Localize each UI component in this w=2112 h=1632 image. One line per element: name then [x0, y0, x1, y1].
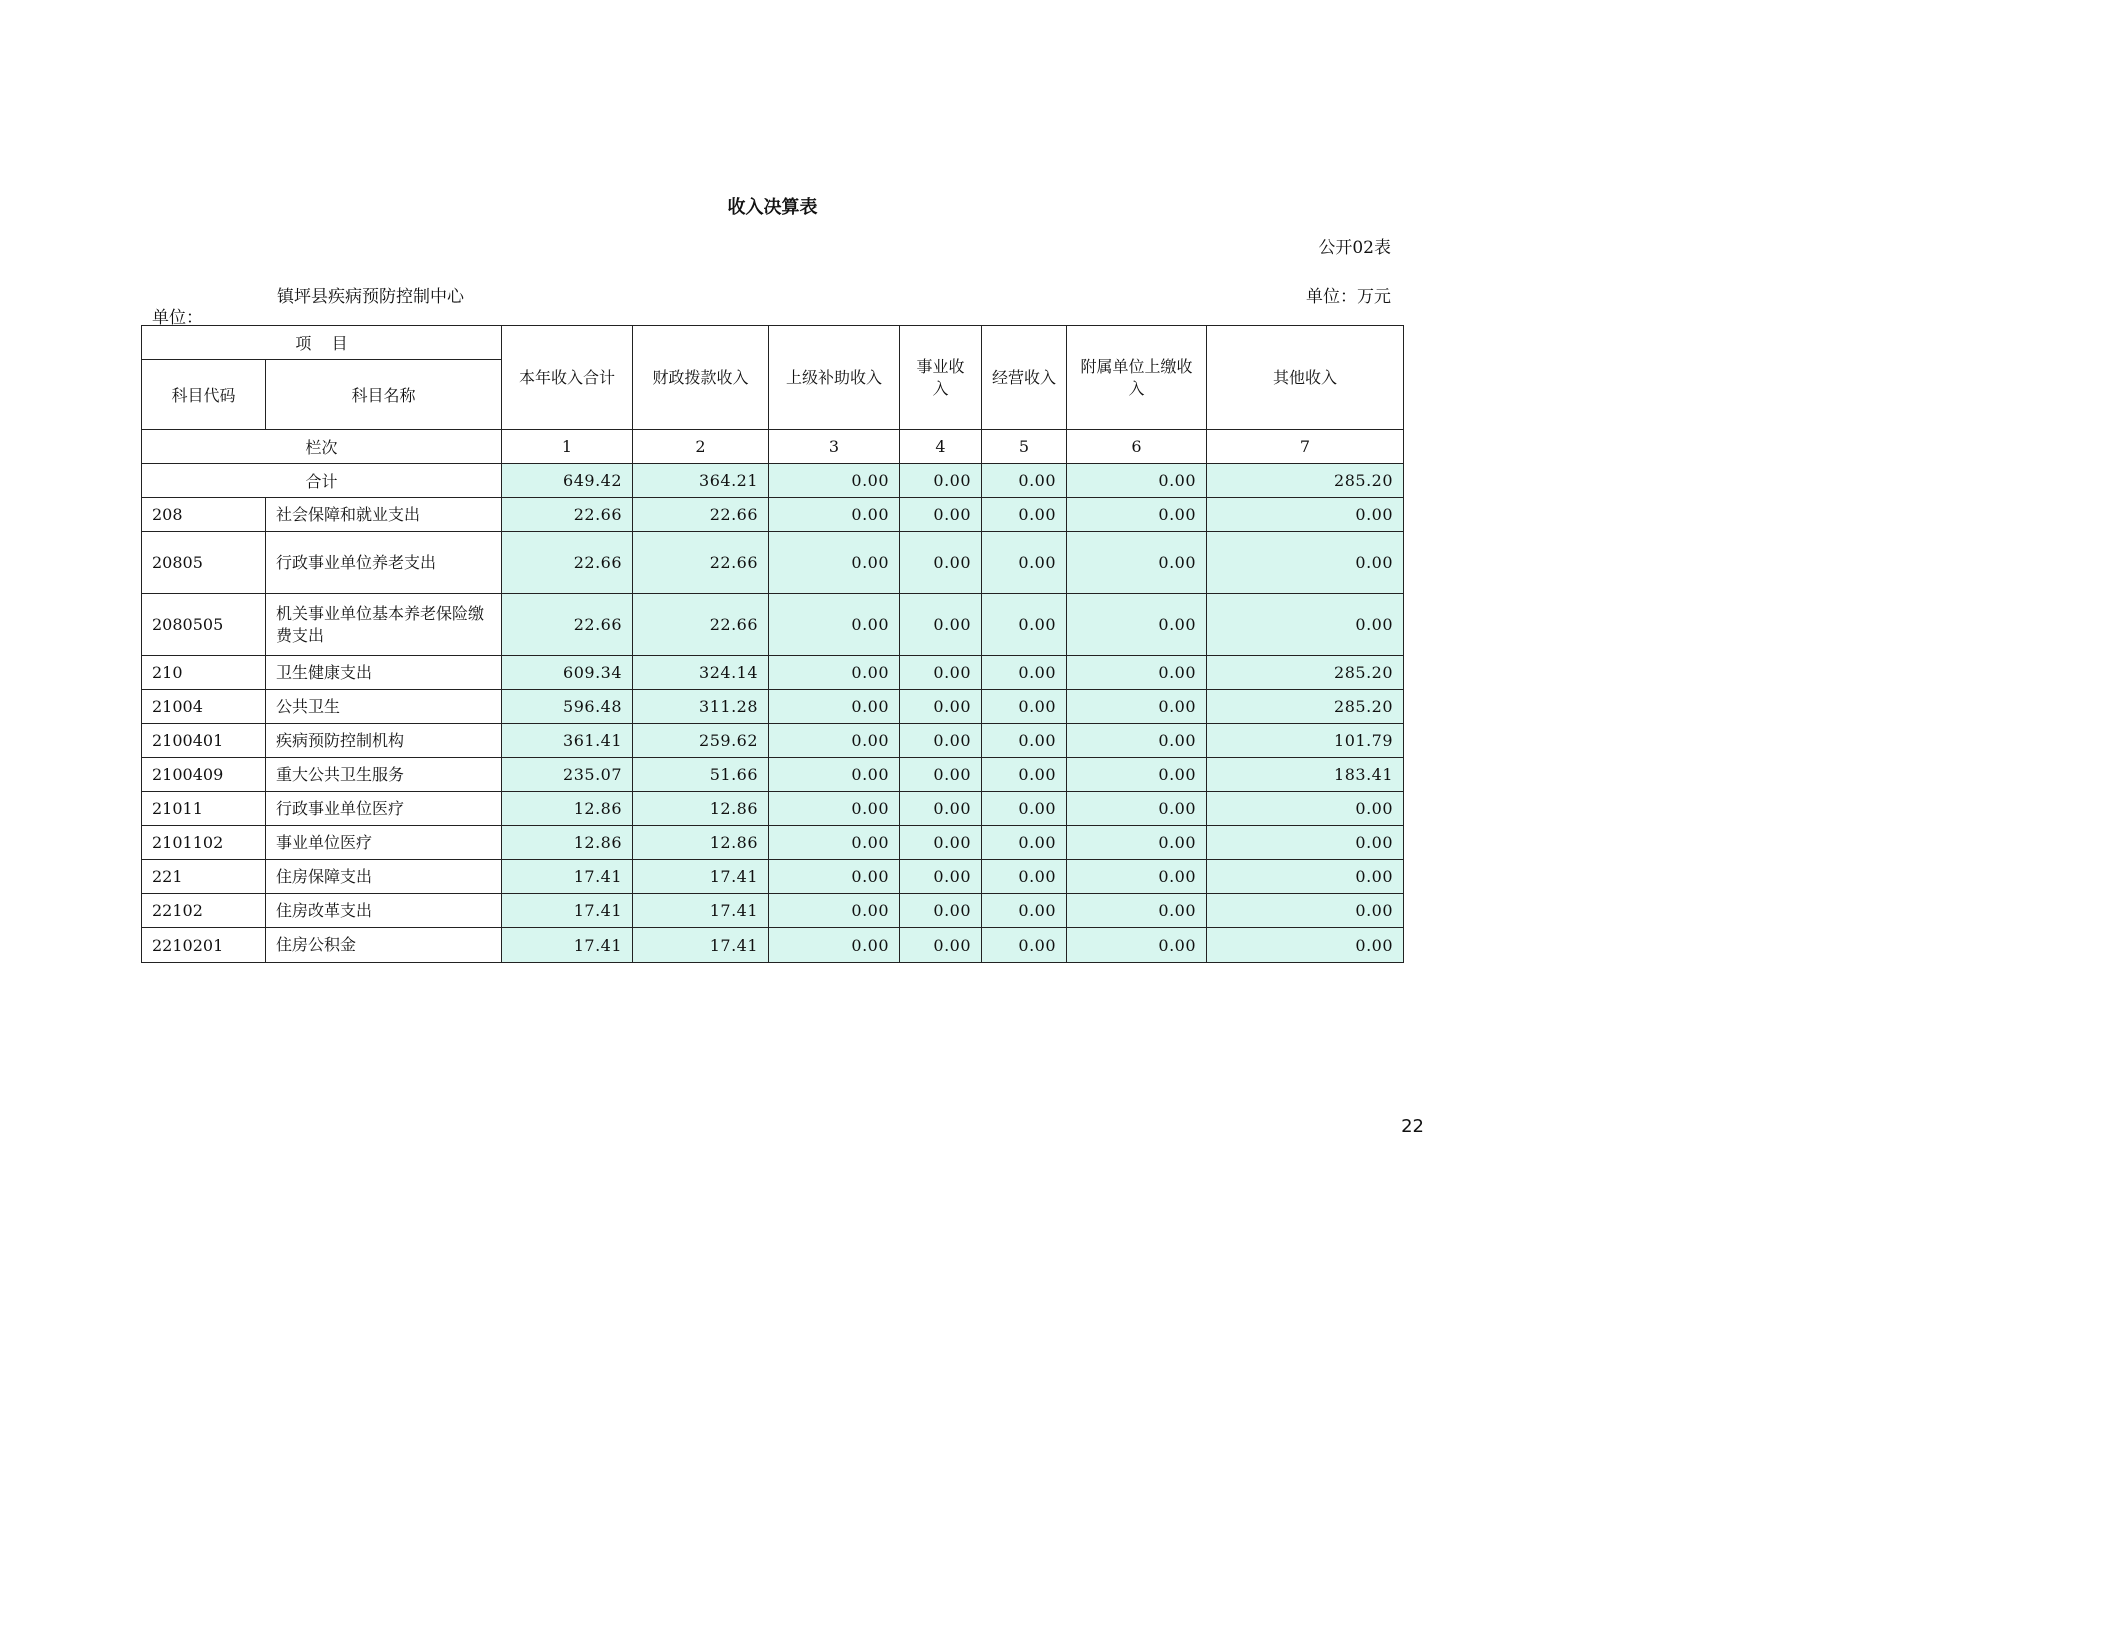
amount-cell: 22.66 — [502, 532, 633, 594]
total-value: 0.00 — [1067, 464, 1207, 498]
amount-cell: 0.00 — [982, 498, 1067, 532]
subject-name: 行政事业单位医疗 — [266, 792, 502, 826]
amount-cell: 0.00 — [1067, 758, 1207, 792]
subject-code: 2101102 — [142, 826, 266, 860]
form-number: 公开02表 — [1318, 238, 1391, 258]
amount-cell: 0.00 — [769, 758, 900, 792]
amount-cell: 0.00 — [900, 860, 982, 894]
column-index-row — [142, 430, 1404, 464]
amount-cell: 22.66 — [633, 594, 769, 656]
column-index-3: 3 — [769, 430, 900, 464]
amount-cell: 0.00 — [1067, 894, 1207, 928]
amount-cell: 324.14 — [633, 656, 769, 690]
amount-cell: 12.86 — [502, 792, 633, 826]
amount-cell: 0.00 — [982, 594, 1067, 656]
table-row — [142, 498, 1404, 532]
subject-name: 机关事业单位基本养老保险缴费支出 — [266, 594, 502, 656]
amount-cell: 0.00 — [1207, 498, 1404, 532]
amount-cell: 22.66 — [502, 498, 633, 532]
amount-cell: 0.00 — [769, 594, 900, 656]
table-row — [142, 860, 1404, 894]
amount-cell: 0.00 — [1207, 826, 1404, 860]
amount-cell: 0.00 — [769, 792, 900, 826]
amount-cell: 0.00 — [1067, 690, 1207, 724]
amount-cell: 0.00 — [769, 498, 900, 532]
table-row — [142, 792, 1404, 826]
table-row — [142, 928, 1404, 963]
amount-cell: 0.00 — [1207, 894, 1404, 928]
amount-cell: 12.86 — [633, 792, 769, 826]
unit-label: 单位： — [152, 308, 203, 328]
amount-cell: 0.00 — [1067, 826, 1207, 860]
amount-cell: 0.00 — [769, 928, 900, 963]
amount-cell: 0.00 — [900, 894, 982, 928]
total-value: 364.21 — [633, 464, 769, 498]
column-index-6: 6 — [1067, 430, 1207, 464]
amount-cell: 22.66 — [502, 594, 633, 656]
amount-cell: 0.00 — [982, 656, 1067, 690]
amount-cell: 51.66 — [633, 758, 769, 792]
table-row — [142, 532, 1404, 594]
column-index-5: 5 — [982, 430, 1067, 464]
amount-cell: 0.00 — [982, 758, 1067, 792]
column-index-7: 7 — [1207, 430, 1404, 464]
amount-cell: 596.48 — [502, 690, 633, 724]
amount-cell: 0.00 — [900, 928, 982, 963]
amount-cell: 0.00 — [900, 826, 982, 860]
header-project: 项 目 — [142, 326, 502, 360]
subject-name: 卫生健康支出 — [266, 656, 502, 690]
total-value: 0.00 — [769, 464, 900, 498]
amount-cell: 0.00 — [982, 860, 1067, 894]
subject-name: 行政事业单位养老支出 — [266, 532, 502, 594]
amount-cell: 183.41 — [1207, 758, 1404, 792]
amount-cell: 0.00 — [900, 758, 982, 792]
amount-cell: 17.41 — [633, 928, 769, 963]
total-row — [142, 464, 1404, 498]
column-index-2: 2 — [633, 430, 769, 464]
subject-name: 住房保障支出 — [266, 860, 502, 894]
amount-cell: 0.00 — [982, 792, 1067, 826]
amount-cell: 0.00 — [900, 724, 982, 758]
header-col3: 上级补助收入 — [769, 326, 900, 430]
total-value: 285.20 — [1207, 464, 1404, 498]
subject-name: 疾病预防控制机构 — [266, 724, 502, 758]
amount-cell: 0.00 — [1067, 656, 1207, 690]
amount-cell: 12.86 — [633, 826, 769, 860]
subject-code: 22102 — [142, 894, 266, 928]
column-index-label: 栏次 — [142, 430, 502, 464]
amount-cell: 0.00 — [982, 826, 1067, 860]
amount-cell: 17.41 — [502, 894, 633, 928]
amount-cell: 0.00 — [769, 826, 900, 860]
amount-cell: 259.62 — [633, 724, 769, 758]
subject-code: 2080505 — [142, 594, 266, 656]
header-col2: 财政拨款收入 — [633, 326, 769, 430]
amount-cell: 0.00 — [1207, 532, 1404, 594]
header-code: 科目代码 — [142, 360, 266, 430]
table-row — [142, 894, 1404, 928]
subject-code: 2100409 — [142, 758, 266, 792]
amount-cell: 0.00 — [769, 690, 900, 724]
amount-cell: 361.41 — [502, 724, 633, 758]
amount-cell: 22.66 — [633, 498, 769, 532]
amount-cell: 17.41 — [502, 860, 633, 894]
amount-cell: 0.00 — [900, 532, 982, 594]
column-index-1: 1 — [502, 430, 633, 464]
total-value: 0.00 — [900, 464, 982, 498]
unit-name: 镇坪县疾病预防控制中心 — [277, 287, 464, 307]
subject-name: 社会保障和就业支出 — [266, 498, 502, 532]
amount-cell: 0.00 — [1067, 724, 1207, 758]
subject-code: 221 — [142, 860, 266, 894]
amount-cell: 0.00 — [1067, 928, 1207, 963]
amount-cell: 0.00 — [1207, 594, 1404, 656]
amount-cell: 0.00 — [982, 532, 1067, 594]
column-index-4: 4 — [900, 430, 982, 464]
amount-cell: 0.00 — [982, 928, 1067, 963]
amount-cell: 17.41 — [633, 860, 769, 894]
table-row — [142, 758, 1404, 792]
table-row — [142, 656, 1404, 690]
amount-cell: 0.00 — [769, 532, 900, 594]
total-value: 0.00 — [982, 464, 1067, 498]
table-row — [142, 826, 1404, 860]
amount-cell: 17.41 — [502, 928, 633, 963]
page-title: 收入决算表 — [727, 197, 818, 218]
amount-cell: 235.07 — [502, 758, 633, 792]
amount-cell: 0.00 — [769, 860, 900, 894]
page-number: 22 — [1401, 1116, 1424, 1137]
amount-cell: 0.00 — [1207, 928, 1404, 963]
amount-cell: 0.00 — [900, 656, 982, 690]
header-col6: 附属单位上缴收入 — [1067, 326, 1207, 430]
amount-cell: 0.00 — [900, 792, 982, 826]
amount-cell: 0.00 — [1067, 498, 1207, 532]
header-col4: 事业收入 — [900, 326, 982, 430]
subject-code: 208 — [142, 498, 266, 532]
header-col7: 其他收入 — [1207, 326, 1404, 430]
amount-cell: 0.00 — [769, 656, 900, 690]
subject-code: 2100401 — [142, 724, 266, 758]
currency-unit: 单位：万元 — [1306, 287, 1391, 307]
header-col1: 本年收入合计 — [502, 326, 633, 430]
subject-name: 重大公共卫生服务 — [266, 758, 502, 792]
amount-cell: 285.20 — [1207, 690, 1404, 724]
amount-cell: 0.00 — [900, 690, 982, 724]
subject-name: 事业单位医疗 — [266, 826, 502, 860]
amount-cell: 0.00 — [1067, 792, 1207, 826]
table-row — [142, 724, 1404, 758]
amount-cell: 0.00 — [1067, 860, 1207, 894]
amount-cell: 0.00 — [1067, 594, 1207, 656]
subject-code: 210 — [142, 656, 266, 690]
subject-name: 住房公积金 — [266, 928, 502, 963]
amount-cell: 0.00 — [769, 724, 900, 758]
subject-code: 21011 — [142, 792, 266, 826]
subject-code: 2210201 — [142, 928, 266, 963]
amount-cell: 285.20 — [1207, 656, 1404, 690]
total-value: 649.42 — [502, 464, 633, 498]
amount-cell: 0.00 — [900, 594, 982, 656]
amount-cell: 17.41 — [633, 894, 769, 928]
amount-cell: 609.34 — [502, 656, 633, 690]
amount-cell: 0.00 — [982, 690, 1067, 724]
income-table — [141, 325, 1404, 963]
subject-code: 20805 — [142, 532, 266, 594]
amount-cell: 0.00 — [982, 724, 1067, 758]
amount-cell: 0.00 — [1207, 860, 1404, 894]
amount-cell: 22.66 — [633, 532, 769, 594]
subject-code: 21004 — [142, 690, 266, 724]
amount-cell: 311.28 — [633, 690, 769, 724]
subject-name: 住房改革支出 — [266, 894, 502, 928]
header-name: 科目名称 — [266, 360, 502, 430]
amount-cell: 0.00 — [769, 894, 900, 928]
amount-cell: 0.00 — [1067, 532, 1207, 594]
amount-cell: 0.00 — [982, 894, 1067, 928]
table-row — [142, 690, 1404, 724]
amount-cell: 0.00 — [900, 498, 982, 532]
amount-cell: 0.00 — [1207, 792, 1404, 826]
amount-cell: 12.86 — [502, 826, 633, 860]
subject-name: 公共卫生 — [266, 690, 502, 724]
header-col5: 经营收入 — [982, 326, 1067, 430]
total-label: 合计 — [142, 464, 502, 498]
table-row — [142, 594, 1404, 656]
amount-cell: 101.79 — [1207, 724, 1404, 758]
